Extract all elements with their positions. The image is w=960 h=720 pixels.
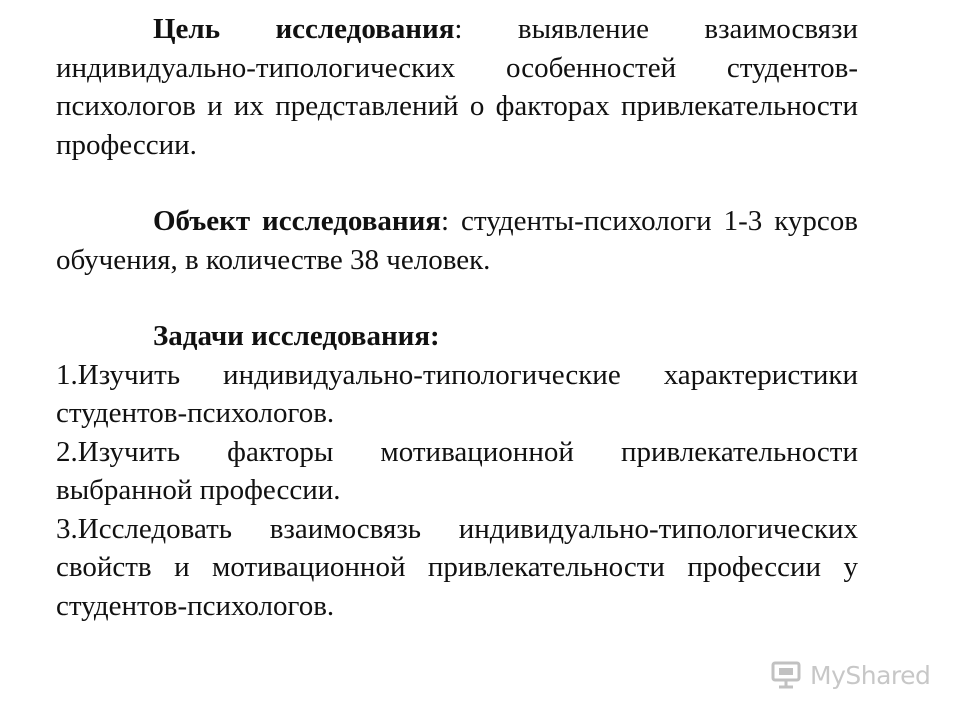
tasks-heading-text: Задачи исследования: [153, 320, 440, 352]
tasks-heading [56, 317, 858, 356]
task-item-1: 1.Изучить индивидуально-типологические характеристики студентов-психологов. [56, 358, 858, 429]
goal-paragraph [56, 10, 858, 164]
object-label: Объект исследования [153, 205, 441, 237]
document-body [56, 10, 858, 625]
object-text: студенты-психологи 1-3 курсов обучения, в количестве 38 человек. [56, 205, 858, 276]
task-item-3: 3.Исследовать взаимосвязь индивидуально-типологических свойств и мотивационной привлекательности профессии у студентов-психологов. [56, 512, 858, 622]
goal-text: выявление взаимосвязи индивидуально-типологических особенностей студентов-психологов и их представлений о факторах привлекательности профессии. [56, 13, 858, 161]
task-item-2: 2.Изучить факторы мотивационной привлекательности выбранной профессии. [56, 435, 858, 506]
watermark-text: MyShared [810, 660, 931, 690]
goal-label: Цель исследования [153, 13, 455, 45]
spacer [56, 279, 858, 317]
spacer [56, 164, 858, 202]
object-colon: : [440, 205, 450, 237]
object-paragraph [56, 202, 858, 279]
myshared-watermark [770, 660, 930, 690]
presentation-board-icon [770, 660, 804, 690]
tasks-list [56, 356, 858, 626]
goal-colon: : [454, 13, 463, 45]
